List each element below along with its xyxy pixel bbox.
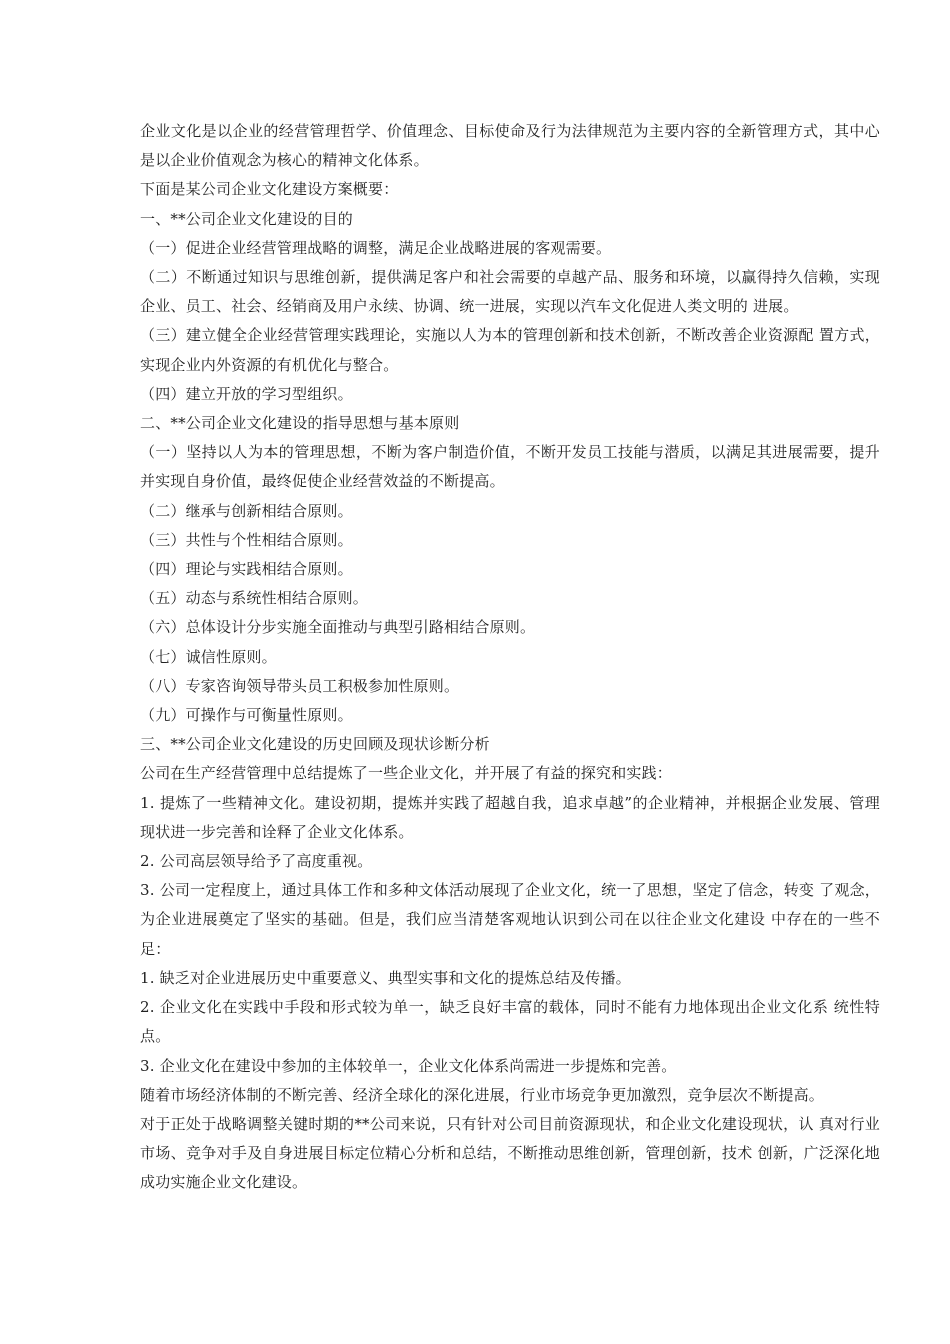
list-item: （七）诚信性原则。 bbox=[140, 647, 277, 666]
list-item: （一）促进企业经营管理战略的调整，满足企业战略进展的客观需要。 bbox=[140, 238, 612, 257]
list-item: （五）动态与系统性相结合原则。 bbox=[140, 589, 369, 608]
list-item: 3. 企业文化在建设中参加的主体较单一，企业文化体系尚需进一步提炼和完善。 bbox=[140, 1056, 677, 1075]
list-item: 1. 缺乏对企业进展历史中重要意义、典型实事和文化的提炼总结及传播。 bbox=[140, 968, 631, 987]
list-item: 3. 公司一定程度上，通过具体工作和多种文体活动展现了企业文化，统一了思想，坚定了信念，转变 了观念，为企业进展奠定了坚实的基础。但是，我们应当清楚客观地认识到公司在以往企业文化建设 中存在的一些不足： bbox=[140, 881, 880, 958]
overview-line: 下面是某公司企业文化建设方案概要： bbox=[140, 180, 399, 199]
list-item: （二）不断通过知识与思维创新，提供满足客户和社会需要的卓越产品、服务和环境，以赢得持久信赖，实现企业、员工、社会、经销商及用户永续、协调、统一进展，实现以汽车文化促进人类文明的 进展。 bbox=[140, 268, 880, 316]
body-paragraph: 公司在生产经营管理中总结提炼了一些企业文化，并开展了有益的探究和实践： bbox=[140, 764, 673, 783]
list-item: 1. 提炼了一些精神文化。建设初期，提炼并实践了超越自我，追求卓越”的企业精神，并根据企业发展、管理现状进一步完善和诠释了企业文化体系。 bbox=[140, 793, 880, 841]
list-item: 2. 企业文化在实践中手段和形式较为单一，缺乏良好丰富的载体，同时不能有力地体现出企业文化系 统性特点。 bbox=[140, 998, 880, 1046]
list-item: 2. 公司高层领导给予了高度重视。 bbox=[140, 852, 373, 871]
section-heading-3: 三、**公司企业文化建设的历史回顾及现状诊断分析 bbox=[140, 735, 490, 754]
section-heading-2: 二、**公司企业文化建设的指导思想与基本原则 bbox=[140, 414, 460, 433]
body-paragraph: 对于正处于战略调整关键时期的**公司来说，只有针对公司目前资源现状，和企业文化建设现状，认 真对行业市场、竞争对手及自身进展目标定位精心分析和总结，不断推动思维创新，管理创新，技术 创新，广泛深化地成功实施企业文化建设。 bbox=[140, 1114, 880, 1192]
list-item: （九）可操作与可衡量性原则。 bbox=[140, 706, 353, 725]
intro-paragraph: 企业文化是以企业的经营管理哲学、价值理念、目标使命及行为法律规范为主要内容的全新管理方式，其中心是以企业价值观念为核心的精神文化体系。 bbox=[140, 122, 880, 170]
document-body bbox=[140, 117, 880, 1198]
list-item: （三）建立健全企业经营管理实践理论，实施以人为本的管理创新和技术创新，不断改善企业资源配 置方式，实现企业内外资源的有机优化与整合。 bbox=[140, 326, 880, 374]
list-item: （四）理论与实践相结合原则。 bbox=[140, 560, 353, 579]
list-item: （四）建立开放的学习型组织。 bbox=[140, 384, 353, 403]
list-item: （二）继承与创新相结合原则。 bbox=[140, 501, 353, 520]
list-item: （六）总体设计分步实施全面推动与典型引路相结合原则。 bbox=[140, 618, 536, 637]
list-item: （八）专家咨询领导带头员工积极参加性原则。 bbox=[140, 676, 460, 695]
section-heading-1: 一、**公司企业文化建设的目的 bbox=[140, 209, 354, 228]
list-item: （三）共性与个性相结合原则。 bbox=[140, 530, 353, 549]
list-item: （一）坚持以人为本的管理思想，不断为客户制造价值，不断开发员工技能与潜质，以满足其进展需要，提升并实现自身价值，最终促使企业经营效益的不断提高。 bbox=[140, 443, 880, 491]
body-paragraph: 随着市场经济体制的不断完善、经济全球化的深化进展，行业市场竞争更加激烈，竞争层次不断提高。 bbox=[140, 1085, 825, 1104]
